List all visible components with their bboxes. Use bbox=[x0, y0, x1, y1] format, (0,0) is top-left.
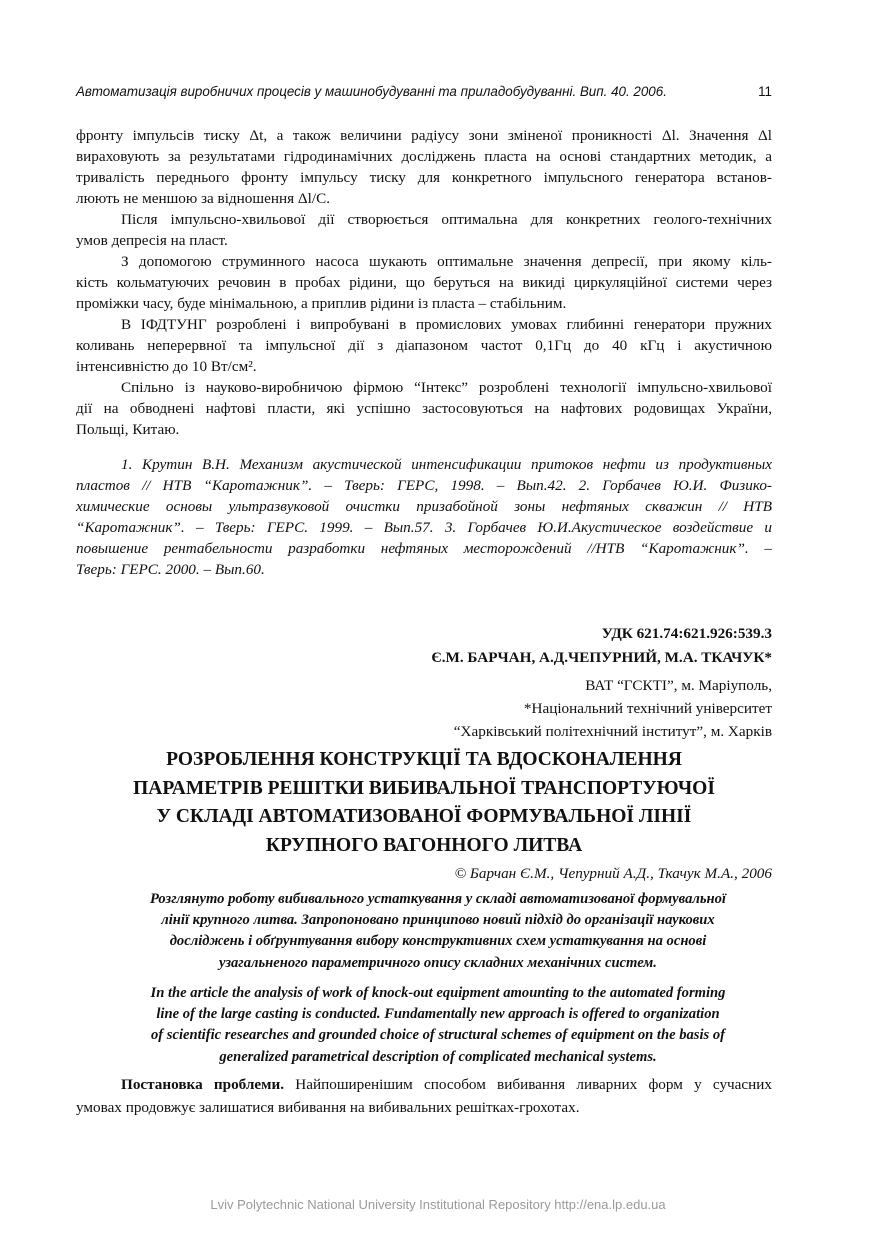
references bbox=[76, 454, 772, 580]
page-number: 11 bbox=[758, 84, 772, 99]
abstract-line: of scientific researches and grounded choice of structural schemes of equipment on the basis of bbox=[150, 1027, 726, 1044]
affiliations bbox=[76, 674, 772, 743]
journal-title: Автоматизація виробничих процесів у машинобудуванні та приладобудуванні. Вип. 40. 2006. bbox=[76, 84, 667, 99]
reference-line: химические основы ультразвуковой очистки призабойной зоны нефтяных скважин // НТВ bbox=[76, 498, 772, 515]
article-title bbox=[76, 746, 772, 860]
text-line: дії на обводнені нафтові пласти, які успішно застосовуються на нафтових родовищах України, bbox=[76, 400, 772, 417]
text-line: З допомогою струминного насоса шукають оптимальне значення депресії, при якому кіль- bbox=[121, 253, 772, 270]
udk-code: УДК 621.74:621.926:539.3 bbox=[601, 625, 772, 642]
text-line: Польщі, Китаю. bbox=[76, 421, 180, 438]
text-line: Спільно із науково-виробничою фірмою “Інтекс” розроблені технології імпульсно-хвильової bbox=[121, 379, 772, 396]
abstract-line: лінії крупного литва. Запропоновано принципово новий підхід до організації наукових bbox=[161, 912, 715, 929]
running-header bbox=[76, 84, 772, 99]
title-line: РОЗРОБЛЕННЯ КОНСТРУКЦІЇ ТА ВДОСКОНАЛЕННЯ bbox=[166, 749, 682, 770]
title-line: КРУПНОГО ВАГОННОГО ЛИТВА bbox=[265, 834, 583, 856]
title-line: У СКЛАДІ АВТОМАТИЗОВАНОЇ ФОРМУВАЛЬНОЇ ЛІНІЇ bbox=[156, 806, 692, 827]
abstract-line: узагальненого параметричного опису складних механічних систем. bbox=[219, 954, 657, 971]
reference-line: Тверь: ГЕРС. 2000. – Вып.60. bbox=[76, 561, 265, 578]
abstract-line: Розглянуто роботу вибивального устаткування у складі автоматизованої формувальної bbox=[150, 891, 726, 907]
text-line: фронту імпульсів тиску Δt, а також величини радіусу зони зміненої проникності Δl. Значення Δl bbox=[76, 127, 772, 144]
text-line: проміжки часу, буде мінімальною, а приплив рідини із пласта – стабільним. bbox=[76, 295, 567, 312]
abstract-line: line of the large casting is conducted. Fundamentally new approach is offered to organization bbox=[156, 1006, 720, 1023]
affiliation: *Національний технічний університет bbox=[523, 700, 772, 717]
text-line: інтенсивністю до 10 Вт/см². bbox=[76, 358, 257, 375]
problem-statement bbox=[76, 1073, 772, 1119]
text-line: вираховують за результатами гідродинамічних досліджень пласта на основі стандартних методик, а bbox=[76, 148, 772, 165]
reference-line: 1. Крутин В.Н. Механизм акустической интенсификации притоков нефти из продуктивных bbox=[121, 456, 772, 473]
text-line: В ІФДТУНГ розроблені і випробувані в промислових умовах глибинні генератори пружних bbox=[121, 316, 772, 333]
affiliation: ВАТ “ГСКТІ”, м. Маріуполь, bbox=[585, 677, 772, 694]
affiliation: “Харківський політехнічний інститут”, м. Харків bbox=[453, 723, 772, 740]
text-line: коливань неперервної та імпульсної дії з діапазоном частот 0,1Гц до 40 кГц і акустичною bbox=[76, 337, 772, 354]
text-line: Після імпульсно-хвильової дії створюється оптимальна для конкретних геолого-технічних bbox=[121, 211, 772, 228]
authors: Є.М. БАРЧАН, А.Д.ЧЕПУРНИЙ, М.А. ТКАЧУК* bbox=[431, 649, 772, 666]
body-text bbox=[76, 125, 772, 440]
text-line: тривалість переднього фронту імпульсу тиску для конкретного імпульсного генератора встанов- bbox=[76, 169, 772, 186]
abstract-line: In the article the analysis of work of knock-out equipment amounting to the automated forming bbox=[150, 985, 726, 1001]
text-line: умов депресія на пласт. bbox=[76, 232, 228, 249]
title-line: ПАРАМЕТРІВ РЕШІТКИ ВИБИВАЛЬНОЇ ТРАНСПОРТУЮЧОЇ bbox=[133, 777, 715, 799]
reference-line: пластов // НТВ “Каротажник”. – Тверь: ГЕРС, 1998. – Вып.42. 2. Горбачев Ю.И. Физико- bbox=[76, 477, 772, 494]
problem-line bbox=[76, 1073, 772, 1096]
copyright: © Барчан Є.М., Чепурний А.Д., Ткачук М.А., 2006 bbox=[454, 865, 772, 882]
abstract-line: досліджень і обґрунтування вибору конструктивних схем устаткування на основі bbox=[169, 933, 707, 950]
problem-line: умовах продовжує залишатися вибивання на вибивальних решітках-грохотах. bbox=[76, 1099, 580, 1116]
repository-footer: Lviv Polytechnic National University Institutional Repository http://ena.lp.edu.ua bbox=[210, 1197, 666, 1212]
reference-line: повышение рентабельности разработки нефтяных месторождений //НТВ “Каротажник”. – bbox=[76, 540, 772, 557]
abstract-line: generalized parametrical description of complicated mechanical systems. bbox=[219, 1048, 657, 1065]
abstract-english bbox=[96, 983, 780, 1068]
reference-line: “Каротажник”. – Тверь: ГЕРС. 1999. – Вып.57. 3. Горбачев Ю.И.Акустическое воздействие и bbox=[76, 519, 772, 536]
text-line: кість кольматуючих речовин в пробах рідини, що беруться на викиді циркуляційної системи через bbox=[76, 274, 772, 291]
abstract-ukrainian bbox=[96, 889, 780, 974]
problem-text: Найпоширенішим способом вибивання ливарних форм у сучасних bbox=[295, 1076, 773, 1093]
problem-heading: Постановка проблеми. bbox=[121, 1076, 285, 1093]
text-line: люють не меншою за відношення Δl/C. bbox=[76, 190, 330, 207]
